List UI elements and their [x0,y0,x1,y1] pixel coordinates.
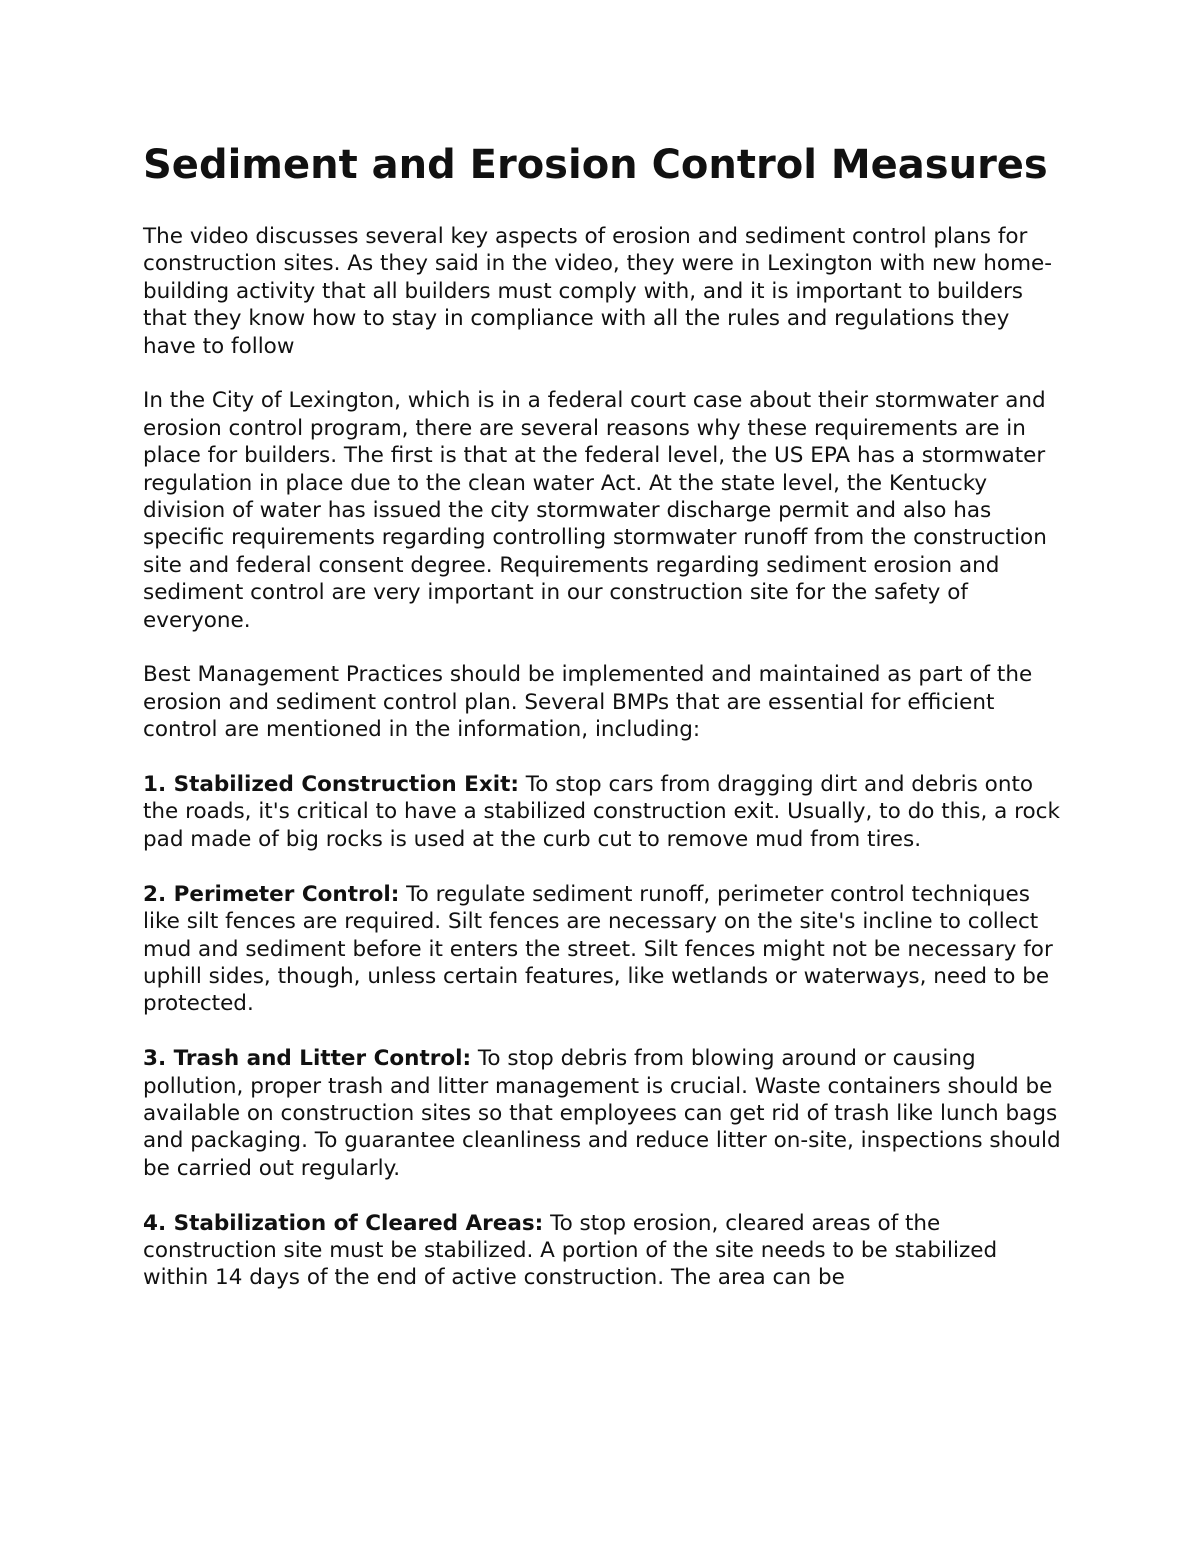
bmp-intro-paragraph: Best Management Practices should be implemented and maintained as part of the erosion and sediment control plan. Several BMPs that are essential for efficient control are mentioned in the information, including: [143,662,1033,743]
document-title: Sediment and Erosion Control Measures [143,142,1048,188]
context-paragraph: In the City of Lexington, which is in a federal court case about their stormwater and erosion control program, there are several reasons why these requirements are in place for builders. The first is that at the federal level, the US EPA has a stormwater regulation in place due to the clean water Act. At the state level, the Kentucky division of water has issued the city stormwater discharge permit and also has specific requirements regarding controlling stormwater runoff from the construction site and federal consent degree. Requirements regarding sediment erosion and sediment control are very important in our construction site for the safety of everyone. [143,388,1047,633]
list-item [143,1045,1068,1182]
list-item-heading: 4. Stabilization of Cleared Areas: [143,1210,544,1236]
intro-paragraph: The video discusses several key aspects of erosion and sediment control plans for construction sites. As they said in the video, they were in Lexington with new home-building activity that all builders must comply with, and it is important to builders that they know how to stay in compliance with all the rules and regulations they have to follow [143,224,1053,359]
list-item [143,1210,1068,1292]
list-item-heading: 3. Trash and Litter Control: [143,1046,472,1072]
list-item-heading: 2. Perimeter Control: [143,881,400,907]
list-item-text: To regulate sediment runoff, perimeter control techniques like silt fences are required. Silt fences are necessary on the site's incline to collect mud and sediment before it enters the street. Silt fences might not be necessary for uphill sides, though, unless certain features, like wetlands or waterways, need to be protected. [143,881,1053,1017]
list-item-text: To stop erosion, cleared areas of the construction site must be stabilized. A portion of the site needs to be stabilized within 14 days of the end of active construction. The area can be [143,1210,998,1291]
list-item-heading: 1. Stabilized Construction Exit: [143,772,519,798]
list-item [143,881,1068,1018]
list-item-text: To stop cars from dragging dirt and debris onto the roads, it's critical to have a stabilized construction exit. Usually, to do this, a rock pad made of big rocks is used at the curb cut to remove mud from tires. [143,772,1060,852]
document-page [143,138,1068,1319]
list-item-text: To stop debris from blowing around or causing pollution, proper trash and litter management is crucial. Waste containers should be available on construction sites so that employees can get rid of trash like lunch bags and packaging. To guarantee cleanliness and reduce litter on-site, inspections should be carried out regularly. [143,1046,1061,1181]
list-item [143,771,1068,853]
